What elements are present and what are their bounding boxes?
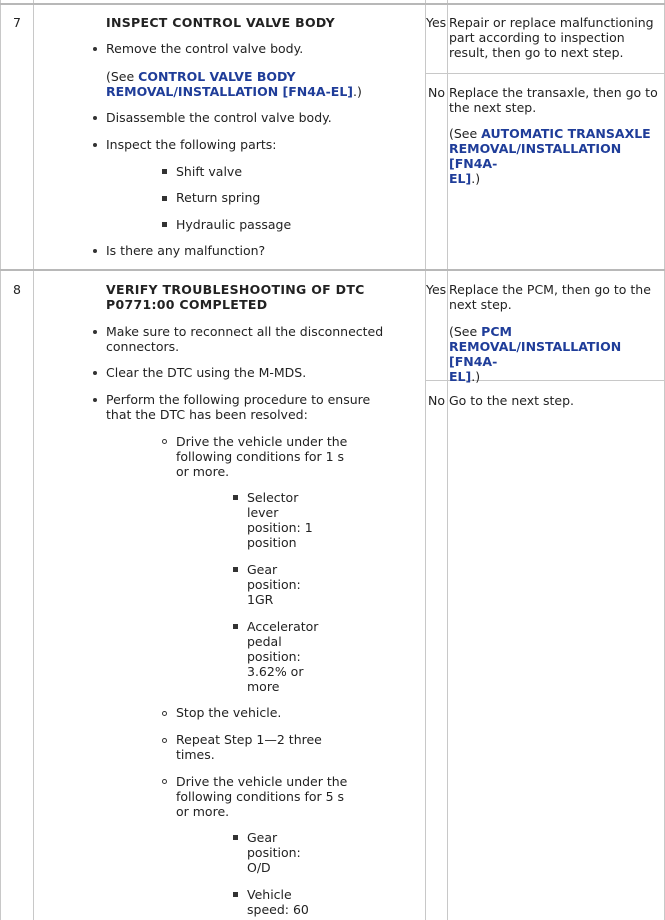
control-valve-body-link[interactable]: CONTROL VALVE BODY [138, 69, 296, 84]
condition-line: Accelerator [247, 619, 319, 634]
part-item: Hydraulic passage [176, 217, 292, 232]
square-bullet-icon [233, 624, 238, 629]
no-label: No [428, 85, 445, 100]
reference-suffix: .) [471, 369, 481, 384]
square-bullet-icon [162, 169, 167, 174]
sub-action-line: or more. [176, 804, 230, 819]
bullet-icon [93, 330, 97, 334]
yes-result-line: Repair or replace malfunctioning [449, 15, 654, 30]
sub-action-line: times. [176, 747, 215, 762]
yes-result-line: part according to inspection [449, 30, 625, 45]
action-item-line: connectors. [106, 339, 180, 354]
step-title: INSPECT CONTROL VALVE BODY [106, 15, 336, 30]
bullet-icon [93, 116, 97, 120]
no-label: No [428, 393, 445, 408]
square-bullet-icon [162, 222, 167, 227]
table-border-left [0, 0, 1, 920]
sub-action-item: Stop the vehicle. [176, 705, 282, 720]
column-divider-yesno [447, 0, 448, 920]
reference-prefix: (See [106, 69, 139, 84]
yes-result [449, 282, 651, 312]
pcm-link-line3[interactable]: EL] [449, 369, 472, 384]
condition-item [247, 562, 301, 607]
condition-line: pedal [247, 634, 282, 649]
bullet-icon [93, 398, 97, 402]
yes-result-line: next step. [449, 297, 512, 312]
yes-label: Yes [426, 15, 447, 30]
sub-action-line: Drive the vehicle under the [176, 774, 348, 789]
reference-suffix: .) [353, 84, 362, 99]
pcm-link[interactable]: PCM [481, 324, 512, 339]
yes-result [449, 15, 654, 60]
sub-action-line: following conditions for 5 s [176, 789, 345, 804]
square-bullet-icon [233, 567, 238, 572]
automatic-transaxle-link-line2[interactable]: REMOVAL/INSTALLATION [FN4A- [449, 141, 622, 171]
action-item-line: Make sure to reconnect all the disconnected [106, 324, 384, 339]
column-divider-step [33, 0, 34, 920]
row-divider-7-8 [0, 269, 665, 271]
step-number: 8 [13, 282, 21, 297]
condition-line: lever [247, 505, 279, 520]
condition-line: position [247, 535, 297, 550]
action-item-line: Perform the following procedure to ensure [106, 392, 371, 407]
reference-prefix: (See [449, 126, 482, 141]
automatic-transaxle-link-line3[interactable]: EL] [449, 171, 472, 186]
automatic-transaxle-link[interactable]: AUTOMATIC TRANSAXLE [481, 126, 651, 141]
no-result-line: Replace the transaxle, then go to [449, 85, 658, 100]
action-item: Inspect the following parts: [106, 137, 277, 152]
condition-line: 1GR [247, 592, 274, 607]
no-result: Go to the next step. [449, 393, 574, 408]
condition-item [247, 830, 301, 875]
column-divider-action [425, 0, 426, 920]
condition-line: position: [247, 577, 301, 592]
condition-item [247, 887, 309, 917]
circle-bullet-icon [162, 711, 167, 716]
yes-no-divider-7 [425, 73, 665, 74]
bullet-icon [93, 143, 97, 147]
pcm-link-line2[interactable]: REMOVAL/INSTALLATION [FN4A- [449, 339, 622, 369]
step-title-line: VERIFY TROUBLESHOOTING OF DTC [106, 282, 365, 297]
condition-line: Vehicle [247, 887, 292, 902]
action-item: Disassemble the control valve body. [106, 110, 332, 125]
sub-action-item [176, 774, 347, 819]
square-bullet-icon [233, 892, 238, 897]
bullet-icon [93, 249, 97, 253]
condition-line: Gear [247, 830, 278, 845]
part-item: Shift valve [176, 164, 243, 179]
condition-line: position: [247, 845, 301, 860]
sub-action-line: Drive the vehicle under the [176, 434, 348, 449]
sub-action-line: following conditions for 1 s [176, 449, 345, 464]
sub-action-line: or more. [176, 464, 230, 479]
step-title [106, 282, 406, 312]
part-item: Return spring [176, 190, 261, 205]
reference-prefix: (See [449, 324, 482, 339]
no-reference-note [449, 126, 665, 186]
circle-bullet-icon [162, 779, 167, 784]
step-number: 7 [13, 15, 21, 30]
reference-note [106, 69, 296, 84]
condition-line: Selector [247, 490, 299, 505]
control-valve-body-link-line2[interactable]: REMOVAL/INSTALLATION [FN4A-EL] [106, 84, 354, 99]
action-item [106, 324, 383, 354]
condition-item [247, 490, 313, 550]
row-divider-top [0, 3, 665, 5]
bullet-icon [93, 371, 97, 375]
yes-result-line: result, then go to next step. [449, 45, 624, 60]
action-item: Is there any malfunction? [106, 243, 266, 258]
yes-label: Yes [426, 282, 447, 297]
action-item: Clear the DTC using the M-MDS. [106, 365, 307, 380]
step-title-line: P0771:00 COMPLETED [106, 297, 268, 312]
square-bullet-icon [162, 196, 167, 201]
condition-line: more [247, 679, 280, 694]
condition-line: speed: 60 [247, 902, 309, 917]
yes-reference-note [449, 324, 665, 384]
circle-bullet-icon [162, 738, 167, 743]
reference-suffix: .) [471, 171, 481, 186]
condition-line: Gear [247, 562, 278, 577]
action-item: Remove the control valve body. [106, 41, 304, 56]
square-bullet-icon [233, 835, 238, 840]
sub-action-line: Repeat Step 1—2 three [176, 732, 322, 747]
action-item-line: that the DTC has been resolved: [106, 407, 308, 422]
condition-line: position: 1 [247, 520, 313, 535]
condition-line: O/D [247, 860, 271, 875]
reference-note-line2 [106, 84, 362, 99]
square-bullet-icon [233, 495, 238, 500]
condition-item [247, 619, 318, 694]
sub-action-item [176, 434, 347, 479]
condition-line: position: [247, 649, 301, 664]
no-result [449, 85, 658, 115]
bullet-icon [93, 47, 97, 51]
circle-bullet-icon [162, 439, 167, 444]
yes-result-line: Replace the PCM, then go to the [449, 282, 651, 297]
no-result-line: the next step. [449, 100, 537, 115]
action-item [106, 392, 370, 422]
condition-line: 3.62% or [247, 664, 304, 679]
sub-action-item [176, 732, 322, 762]
